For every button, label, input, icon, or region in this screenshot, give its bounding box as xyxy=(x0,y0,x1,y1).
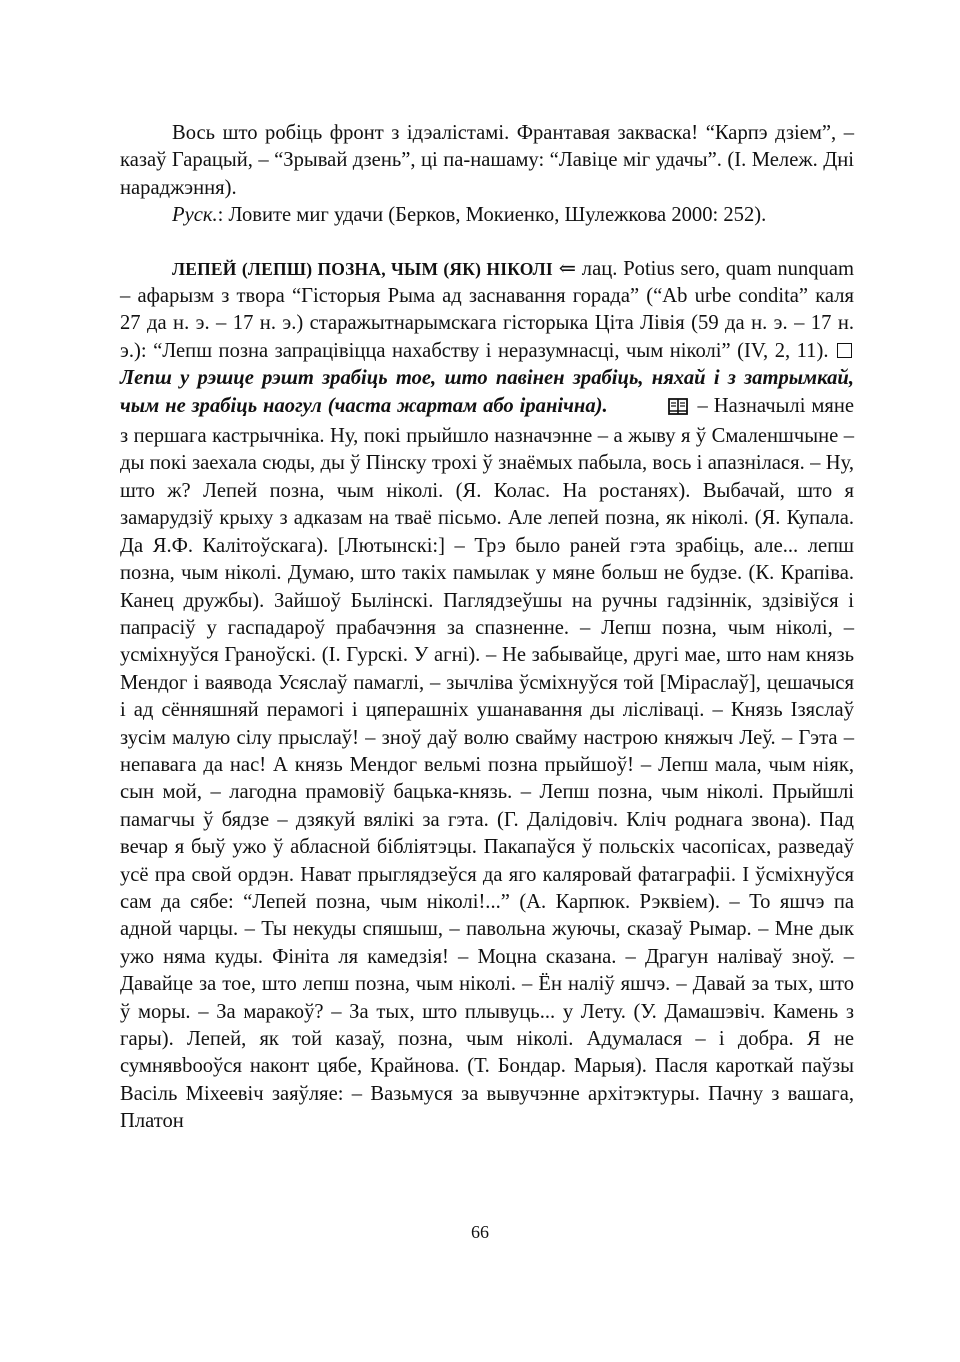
entry-etymology: лац. Potius sero, quam nunquam – афарызм з твора “Гісторыя Рыма ад заснавання горада” (“Ab urbe condita” каля 27 да н. э. – 17 н. э.) старажытнарымскага гісторыка Ціта Лівія (59 да н. э. – 17 н. э.): “Лепш позна запрацівіцца нахабству і неразумнасці, чым ніколі” (IV, 2, 11). xyxy=(120,257,855,362)
page-number: 66 xyxy=(471,1222,489,1242)
square-marker-icon xyxy=(837,343,852,358)
entry-examples: – Назначылі мяне з першага кастрычніка. Ну, покі прыйшло назначэнне – а жыву я ў Смаленшчыне – ды покі заехала сюды, ды ў Пінску трохі ў знаёмых пабыла, вось і апазнілася. – Ну, што ж? Лепей позна, чым ніколі. (Я. Колас. На ростанях). Выбачай, што я замарудзіў крыху з адказам на тваё пісьмо. Але лепей позна, як ніколі. (Я. Купала. Да Я.Ф. Калітоўскага). [Лютынскі:] – Трэ было раней гэта зрабіць, але... лепш позна, чым ніколі. Думаю, што такіх памылак у мяне больш не будзе. (К. Крапіва. Канец дружбы). Зайшоў Былінскі. Паглядзеўшы на ручны гадзіннік, здзівіўся і папрасіў у гаспадароў прабачэння за спазненне. – Лепш позна, чым ніколі, – усміхнуўся Граноўскі. (І. Гурскі. У агні). – Не забывайце, другі мае, што нам князь Мендог і ваявода Усяслаў памаглі, – зычліва ўсміхнуўся той [Мірaслаў], цешачыся і ад сённяшняй перамогі і цяперашніх ушанавання ды лісліваці. – Князь Ізяслаў зусім малую сілу прыслаў! – зноў даў волю свайму настрою княжыч Леў. – Гэта – непавага да нас! А князь Мендог вельмі позна прыйшоў! – Лепш мала, чым ніяк, сын мой, – лагодна прамовіў бацька-князь. – Лепш позна, чым ніколі. Прыйшлі памагчы ў бядзе – дзякуй вялікі за гэта. (Г. Далідовіч. Кліч роднага звона). Пад вечар я быў ужо ў абласной бібліятэцы. Пакапаўся ў польскіх часопісах, разведаў усё пра свой ордэн. Нават прыглядзеўся да яго каляровай фатаграфіі. І ўсміхнуўся сам да сябе: “Лепей позна, чым ніколі!...” (А. Карпюк. Рэквіем). – То яшчэ па адной чарцы. – Ты некуды спяшыш, – павольна жуючы, сказаў Рымар. – Мне дык ужо няма куды. Фініта ля камедзія! – Моцна сказана. – Драгун наліваў зноў. – Давайце за тое, што лепш позна, чым ніколі. – Ён наліў яшчэ. – Давай за тых, што ў моры. – За маракоў? – За тых, што плывуць... у Лету. (У. Дамашэвіч. Камень з гары). Лепей, як той казаў, позна, чым ніколі. Адумалася – і добра. Я не сумнявbooўся наконт цябе, Крайнова. (Т. Бондар. Марыя). Пасля кароткай паўзы Васіль Міхеевіч заяўляе: – Вазьмуся за вывучэнне архітэктуры. Пачну з вашага, Платон xyxy=(120,394,855,1133)
russian-label: Руск. xyxy=(172,204,218,227)
entry-gap xyxy=(120,230,854,256)
entry-definition: Лепш у рэшце рэшт зрабіць тое, што павінен зрабіць, няхай і з затрымкай, чым не зрабіць наогул (часта жартам або іранічна). xyxy=(120,367,854,417)
dictionary-entry xyxy=(120,256,854,1136)
page-body xyxy=(120,120,854,1136)
arrow-left-icon: ⇐ xyxy=(558,257,576,280)
paragraph-quote: Вось што робіць фронт з ідэалістамі. Франтавая закваска! “Карпэ дзіем”, – казаў Гарацый, – “Зрывай дзень”, ці па-нашаму: “Лавіце міг удачы”. (І. Мележ. Дні нараджэння). xyxy=(120,122,854,199)
paragraph-russian xyxy=(120,202,854,229)
open-book-icon xyxy=(616,396,688,423)
entry-headword: ЛЕПЕЙ (ЛЕПШ) ПОЗНА, ЧЫМ (ЯК) НІКОЛІ xyxy=(172,258,553,279)
russian-text: : Ловите миг удачи (Берков, Мокиенко, Шулежкова 2000: 252). xyxy=(217,204,767,227)
